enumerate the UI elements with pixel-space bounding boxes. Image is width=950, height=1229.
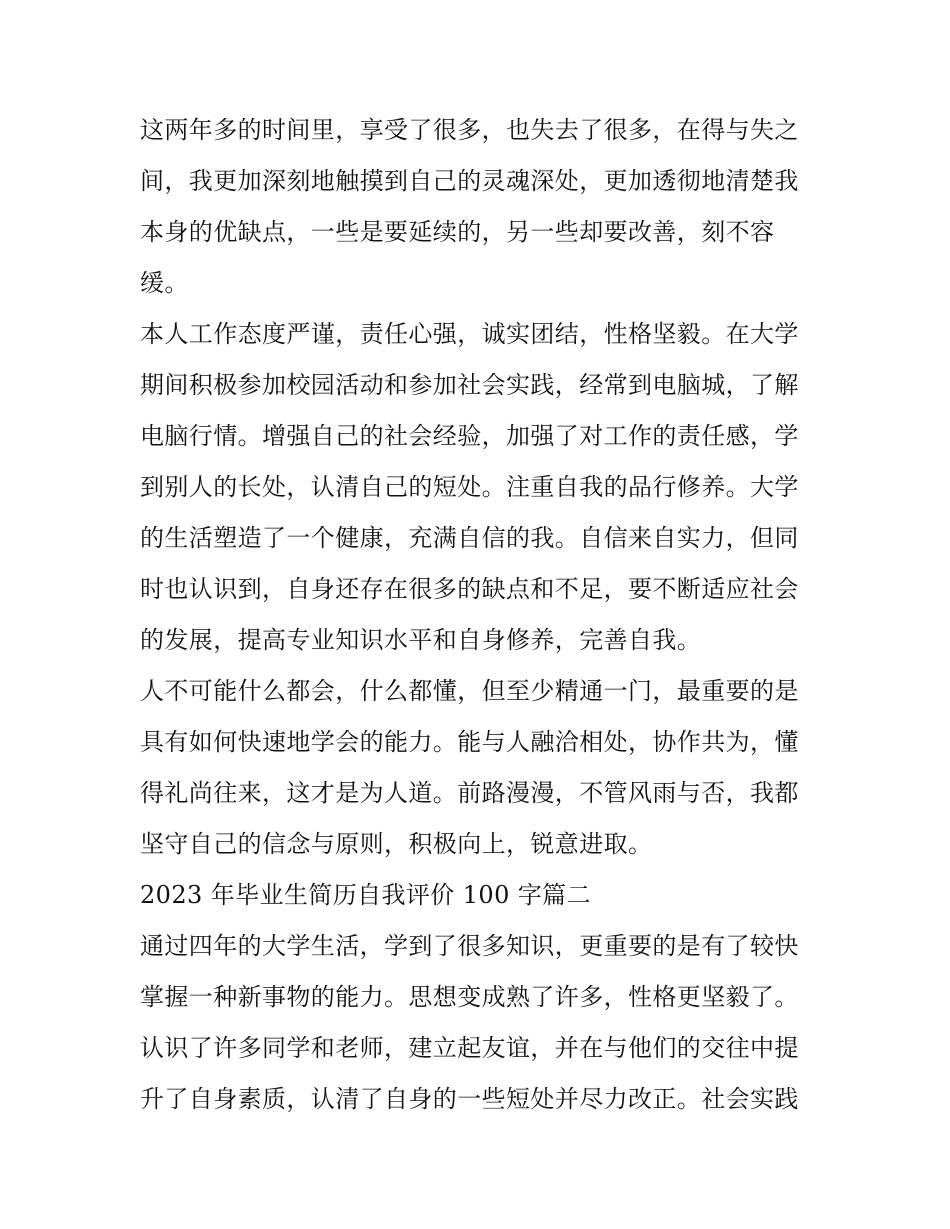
- section-heading: [140, 870, 812, 921]
- text-line: 电脑行情。增强自己的社会经验，加强了对工作的责任感，学: [140, 422, 799, 450]
- text-line: 时也认识到，自身还存在很多的缺点和不足，要不断适应社会: [140, 575, 799, 603]
- document-body: [140, 105, 812, 1125]
- text-line: 得礼尚往来，这才是为人道。前路漫漫，不管风雨与否，我都: [140, 779, 799, 807]
- text-line: 的发展，提高专业知识水平和自身修养，完善自我。: [140, 626, 702, 654]
- text-line: 具有如何快速地学会的能力。能与人融洽相处，协作共为，懂: [140, 728, 799, 756]
- text-line: 间，我更加深刻地触摸到自己的灵魂深处，更加透彻地清楚我: [140, 167, 799, 195]
- paragraph-4: [140, 921, 812, 1125]
- paragraph-1: [140, 105, 812, 309]
- text-line: 这两年多的时间里，享受了很多，也失去了很多，在得与失之: [140, 116, 799, 144]
- text-line: 的生活塑造了一个健康，充满自信的我。自信来自实力，但同: [140, 524, 799, 552]
- heading-line: 2023 年毕业生简历自我评价 100 字篇二: [140, 881, 591, 909]
- paragraph-2: [140, 309, 812, 666]
- text-line: 期间积极参加校园活动和参加社会实践，经常到电脑城，了解: [140, 371, 799, 399]
- text-line: 本身的优缺点，一些是要延续的，另一些却要改善，刻不容: [140, 218, 775, 246]
- text-line: 掌握一种新事物的能力。思想变成熟了许多，性格更坚毅了。: [140, 983, 799, 1011]
- text-line: 人不可能什么都会，什么都懂，但至少精通一门，最重要的是: [140, 677, 799, 705]
- text-line: 认识了许多同学和老师，建立起友谊，并在与他们的交往中提: [140, 1034, 799, 1062]
- text-line: 本人工作态度严谨，责任心强，诚实团结，性格坚毅。在大学: [140, 320, 799, 348]
- text-line: 通过四年的大学生活，学到了很多知识，更重要的是有了较快: [140, 932, 799, 960]
- text-line: 升了自身素质，认清了自身的一些短处并尽力改正。社会实践: [140, 1085, 799, 1113]
- paragraph-3: [140, 666, 812, 870]
- text-line: 坚守自己的信念与原则，积极向上，锐意进取。: [140, 830, 653, 858]
- text-line: 缓。: [140, 269, 189, 297]
- text-line: 到别人的长处，认清自己的短处。注重自我的品行修养。大学: [140, 473, 799, 501]
